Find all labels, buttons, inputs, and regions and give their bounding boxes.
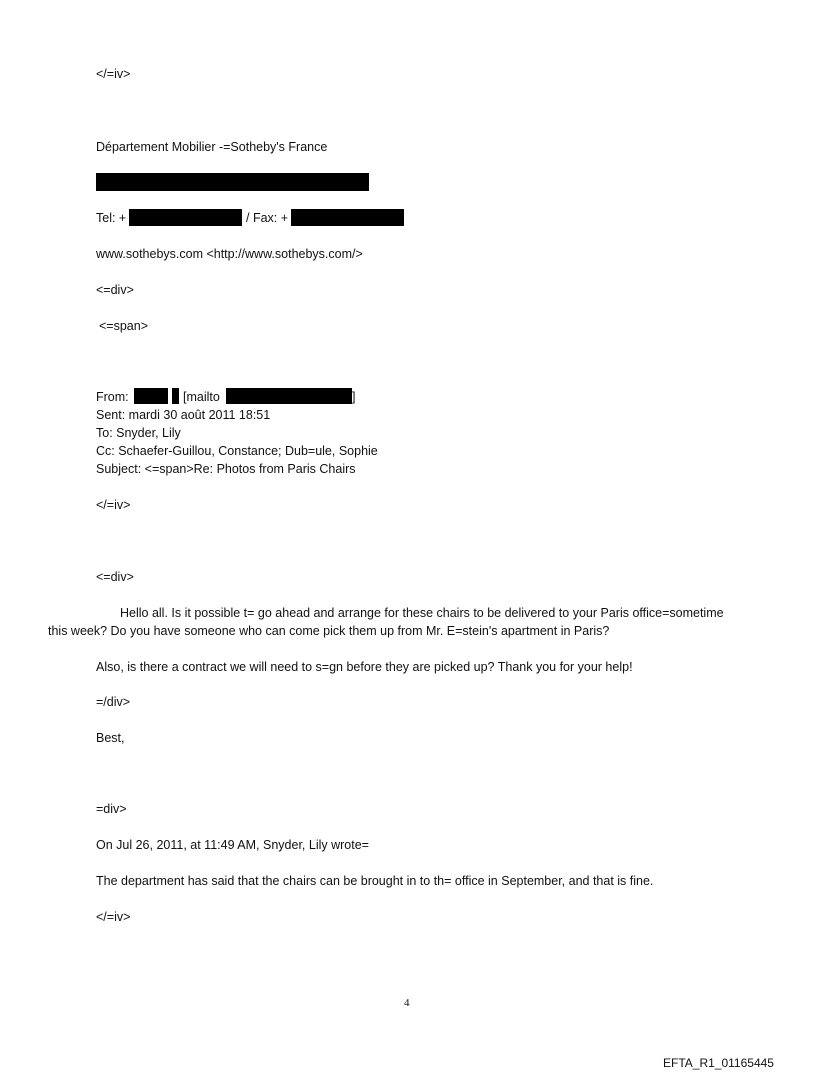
redaction-block [96, 173, 369, 191]
body-paragraph-1-line-2: this week? Do you have someone who can come pick them up from Mr. E=stein's apartment in Paris? [48, 624, 610, 638]
to-line: To: Snyder, Lily [96, 426, 181, 440]
cc-line: Cc: Schaefer-Guillou, Constance; Dub=ule, Sophie [96, 444, 378, 458]
closing-best: Best, [96, 731, 125, 745]
website-line: www.sothebys.com <http://www.sothebys.com/> [96, 247, 363, 261]
body-paragraph-2: Also, is there a contract we will need to s=gn before they are picked up? Thank you for your help! [96, 660, 633, 674]
document-id: EFTA_R1_01165445 [663, 1056, 774, 1070]
mailto-label: [mailto [183, 390, 220, 404]
redaction-block [129, 209, 242, 226]
mailto-close: ] [352, 390, 356, 404]
quoted-body: The department has said that the chairs can be brought in to th= office in September, and that is fine. [96, 874, 654, 888]
from-label: From: [96, 390, 129, 404]
signature-department: Département Mobilier -=Sotheby's France [96, 140, 328, 154]
redaction-block [134, 388, 168, 404]
redaction-block [226, 388, 352, 404]
html-fragment: </=iv> [96, 910, 131, 924]
html-fragment: =div> [96, 802, 127, 816]
html-fragment: <=div> [96, 570, 134, 584]
html-fragment: </=iv> [96, 498, 131, 512]
quoted-header: On Jul 26, 2011, at 11:49 AM, Snyder, Lily wrote= [96, 838, 369, 852]
redaction-block [172, 388, 179, 404]
html-fragment: <=span> [99, 319, 149, 333]
page-number: 4 [404, 997, 410, 1009]
tel-label: Tel: + [96, 211, 127, 225]
redaction-block [291, 209, 404, 226]
html-fragment: <=div> [96, 283, 134, 297]
html-fragment: =/div> [96, 695, 131, 709]
html-fragment: </=iv> [96, 67, 131, 81]
subject-line: Subject: <=span>Re: Photos from Paris Chairs [96, 462, 356, 476]
fax-label: / Fax: + [246, 211, 289, 225]
sent-line: Sent: mardi 30 août 2011 18:51 [96, 408, 271, 422]
body-paragraph-1-line-1: Hello all. Is it possible t= go ahead and arrange for these chairs to be delivered to your Paris office=sometime [120, 606, 724, 620]
